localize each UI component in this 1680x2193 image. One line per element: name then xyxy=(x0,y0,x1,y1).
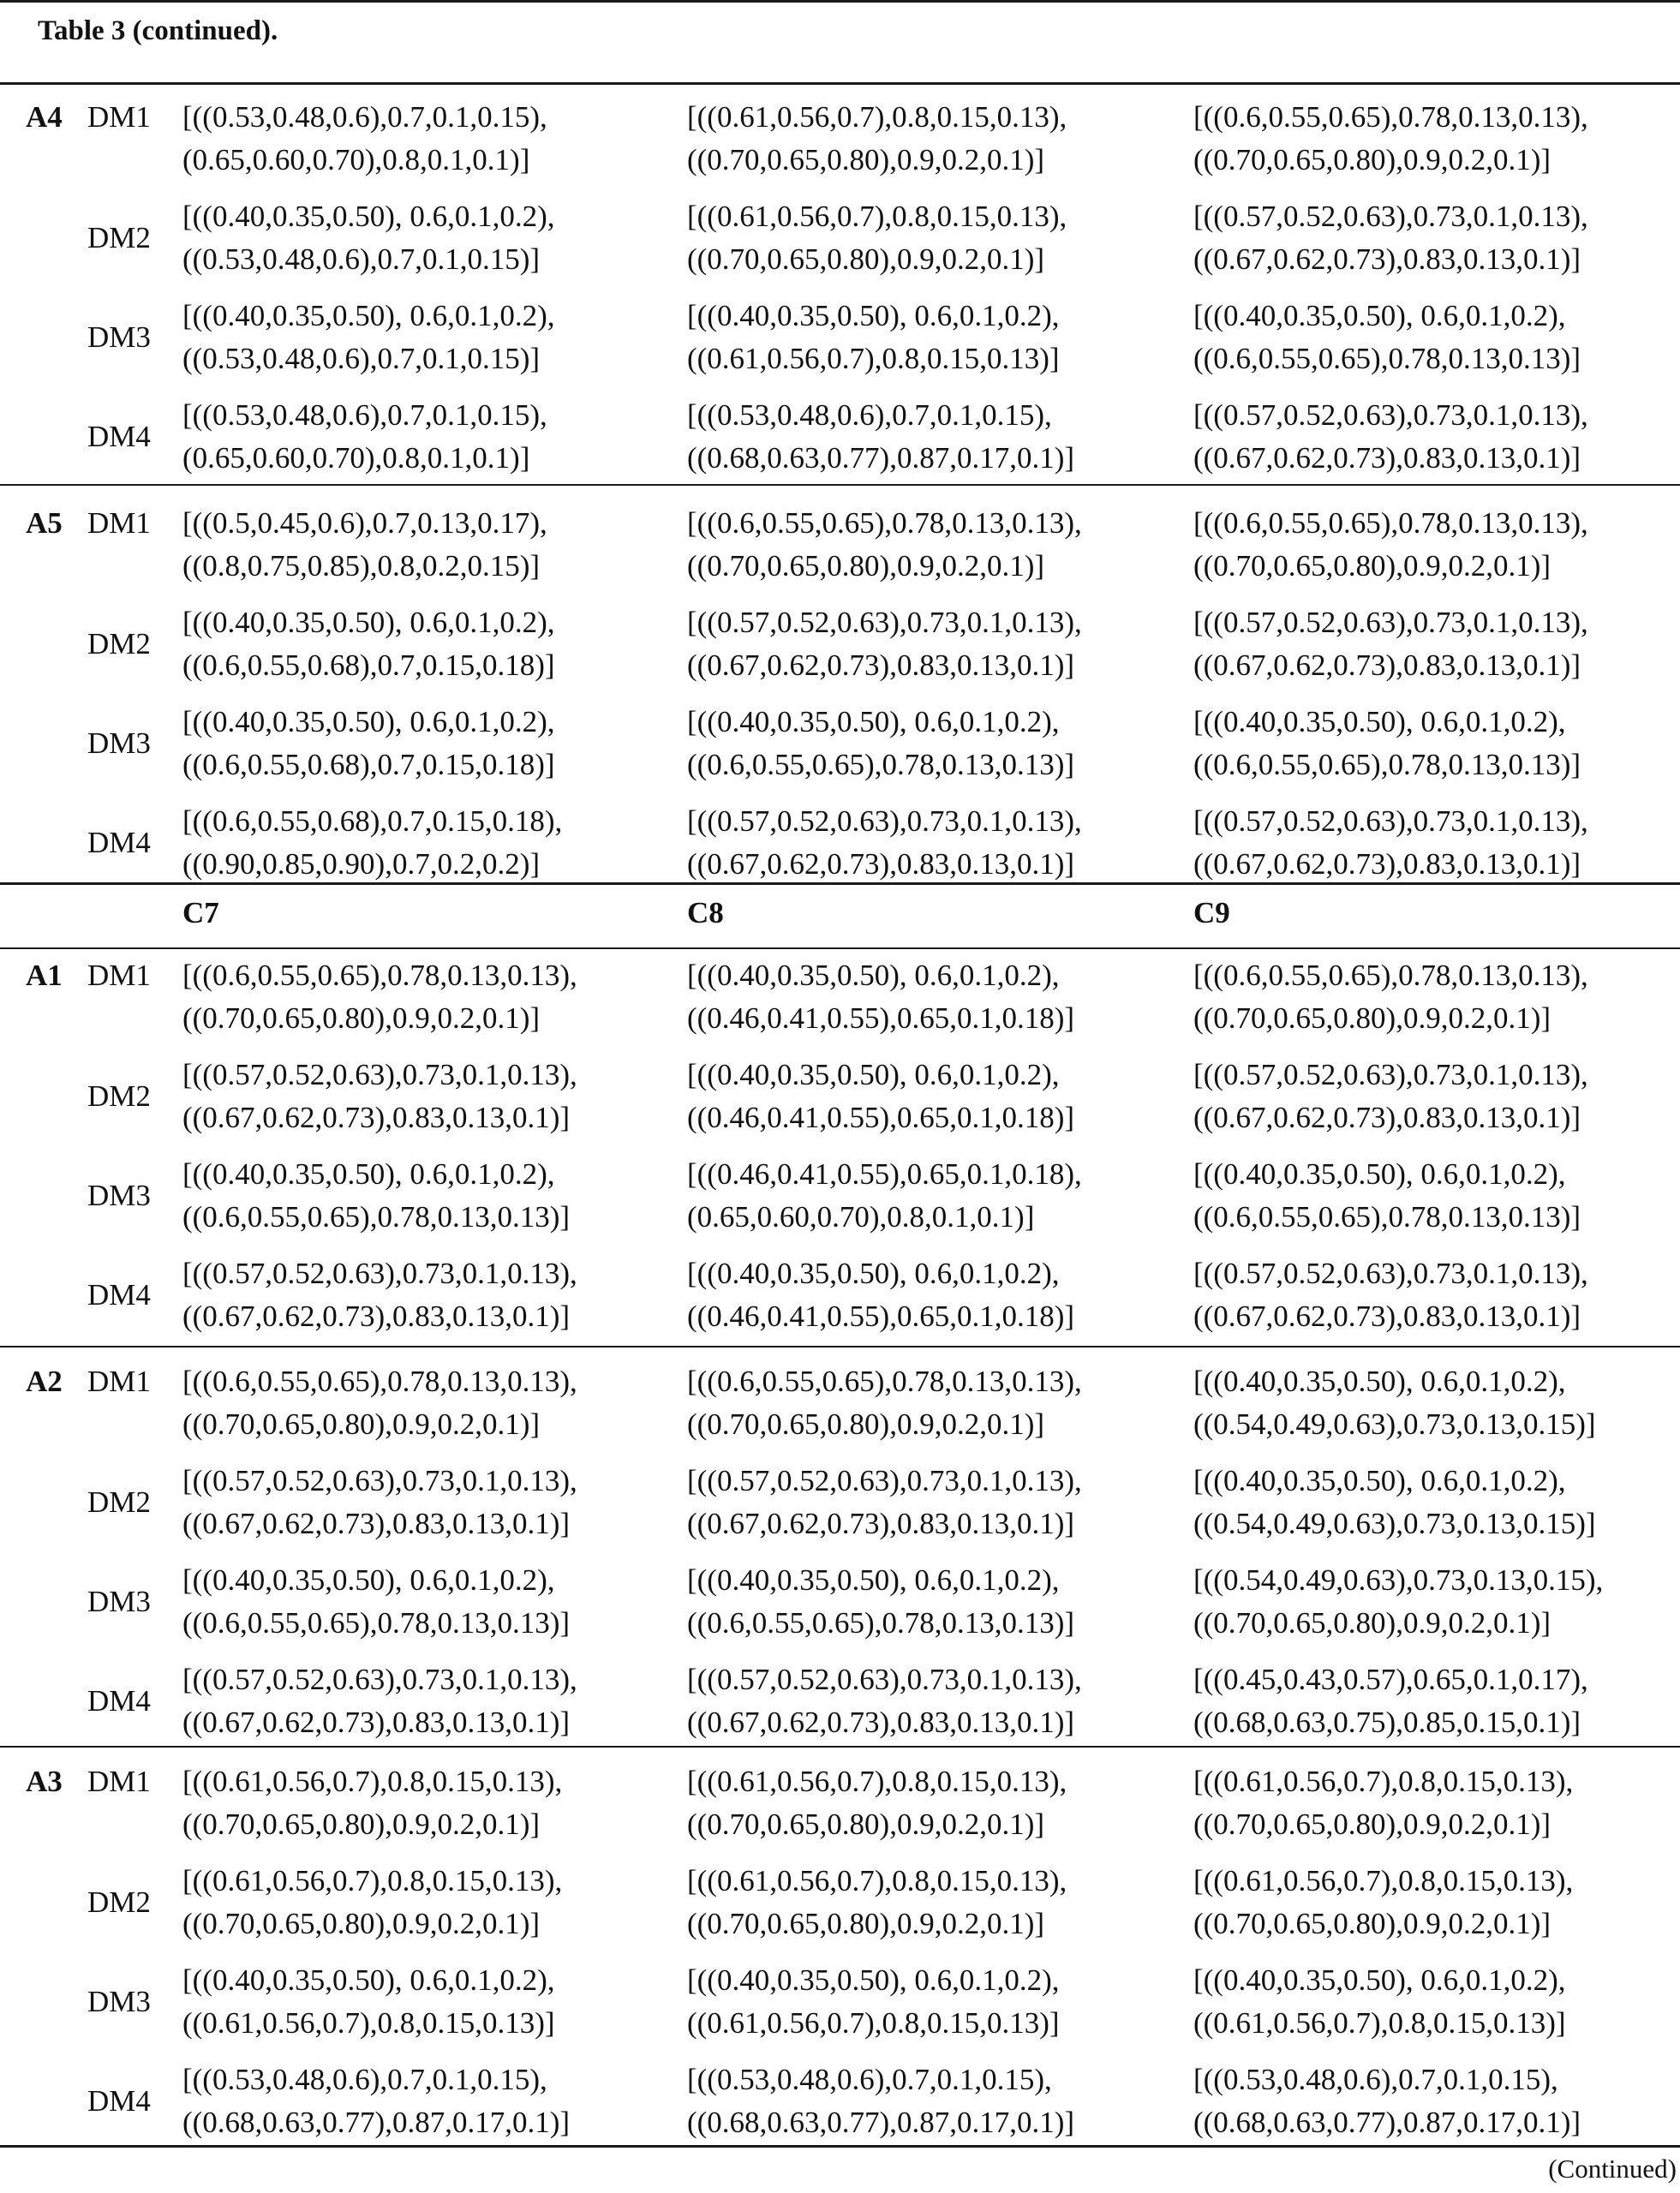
table-cell-line: ((0.6,0.55,0.65),0.78,0.13,0.13)] xyxy=(1193,748,1581,781)
table-cell-line: ((0.6,0.55,0.65),0.78,0.13,0.13)] xyxy=(1193,342,1581,375)
section-rule xyxy=(0,947,1680,949)
decision-maker-label: DM2 xyxy=(87,221,151,254)
table-cell-line: ((0.61,0.56,0.7),0.8,0.15,0.13)] xyxy=(687,342,1060,375)
table-cell-line: [((0.54,0.49,0.63),0.73,0.13,0.15), xyxy=(1193,1563,1604,1597)
decision-maker-label: DM1 xyxy=(87,506,151,540)
table-cell-line: ((0.68,0.63,0.77),0.87,0.17,0.1)] xyxy=(182,2106,571,2139)
table-cell-line: ((0.70,0.65,0.80),0.9,0.2,0.1)] xyxy=(687,1407,1045,1441)
table-cell-line: [((0.53,0.48,0.6),0.7,0.1,0.15), xyxy=(687,2063,1052,2096)
table-cell-line: [((0.53,0.48,0.6),0.7,0.1,0.15), xyxy=(182,100,547,134)
table-cell-line: ((0.70,0.65,0.80),0.9,0.2,0.1)] xyxy=(687,1907,1045,1940)
table-cell-line: [((0.40,0.35,0.50), 0.6,0.1,0.2), xyxy=(687,959,1060,992)
table-cell-line: ((0.67,0.62,0.73),0.83,0.13,0.1)] xyxy=(687,847,1075,881)
bottom-rule xyxy=(0,2145,1680,2148)
table-cell-line: [((0.40,0.35,0.50), 0.6,0.1,0.2), xyxy=(687,299,1060,332)
table-cell-line: ((0.61,0.56,0.7),0.8,0.15,0.13)] xyxy=(687,2006,1060,2040)
table-cell-line: [((0.61,0.56,0.7),0.8,0.15,0.13), xyxy=(687,200,1067,233)
decision-maker-label: DM4 xyxy=(87,420,151,453)
table-cell-line: [((0.40,0.35,0.50), 0.6,0.1,0.2), xyxy=(182,1157,555,1191)
table-cell-line: ((0.6,0.55,0.68),0.7,0.15,0.18)] xyxy=(182,748,555,781)
table-cell-line: [((0.40,0.35,0.50), 0.6,0.1,0.2), xyxy=(687,1257,1060,1290)
table-cell-line: ((0.70,0.65,0.80),0.9,0.2,0.1)] xyxy=(182,1808,541,1841)
table-cell-line: ((0.46,0.41,0.55),0.65,0.1,0.18)] xyxy=(687,1300,1075,1333)
table-cell-line: [((0.6,0.55,0.65),0.78,0.13,0.13), xyxy=(182,1365,577,1398)
table-cell-line: [((0.61,0.56,0.7),0.8,0.15,0.13), xyxy=(687,100,1067,134)
alternative-label: A5 xyxy=(26,506,63,540)
table-cell-line: [((0.40,0.35,0.50), 0.6,0.1,0.2), xyxy=(1193,1963,1566,1997)
table-cell-line: (0.65,0.60,0.70),0.8,0.1,0.1)] xyxy=(182,441,530,475)
continued-note: (Continued) xyxy=(1548,2154,1677,2184)
table-cell-line: ((0.67,0.62,0.73),0.83,0.13,0.1)] xyxy=(1193,1101,1581,1134)
table-cell-line: ((0.70,0.65,0.80),0.9,0.2,0.1)] xyxy=(1193,1808,1551,1841)
table-cell-line: ((0.46,0.41,0.55),0.65,0.1,0.18)] xyxy=(687,1001,1075,1035)
section-rule xyxy=(0,1346,1680,1347)
table-cell-line: ((0.67,0.62,0.73),0.83,0.13,0.1)] xyxy=(1193,1300,1581,1333)
table-cell-line: ((0.67,0.62,0.73),0.83,0.13,0.1)] xyxy=(1193,441,1581,475)
table-cell-line: ((0.6,0.55,0.65),0.78,0.13,0.13)] xyxy=(687,748,1075,781)
table-cell-line: [((0.61,0.56,0.7),0.8,0.15,0.13), xyxy=(687,1765,1067,1798)
decision-maker-label: DM1 xyxy=(87,100,151,134)
table-cell-line: [((0.57,0.52,0.63),0.73,0.1,0.13), xyxy=(1193,200,1588,233)
column-header: C7 xyxy=(182,896,219,929)
table-cell-line: [((0.46,0.41,0.55),0.65,0.1,0.18), xyxy=(687,1157,1082,1191)
table-cell-line: ((0.67,0.62,0.73),0.83,0.13,0.1)] xyxy=(182,1101,571,1134)
table-cell-line: [((0.40,0.35,0.50), 0.6,0.1,0.2), xyxy=(687,1963,1060,1997)
table-cell-line: ((0.53,0.48,0.6),0.7,0.1,0.15)] xyxy=(182,342,541,375)
table-cell-line: [((0.57,0.52,0.63),0.73,0.1,0.13), xyxy=(1193,606,1588,639)
section-rule xyxy=(0,484,1680,486)
table-cell-line: [((0.57,0.52,0.63),0.73,0.1,0.13), xyxy=(687,1663,1082,1696)
table-cell-line: ((0.90,0.85,0.90),0.7,0.2,0.2)] xyxy=(182,847,541,881)
table-cell-line: ((0.67,0.62,0.73),0.83,0.13,0.1)] xyxy=(182,1507,571,1540)
decision-maker-label: DM2 xyxy=(87,1079,151,1113)
decision-maker-label: DM4 xyxy=(87,826,151,859)
table-cell-line: [((0.53,0.48,0.6),0.7,0.1,0.15), xyxy=(687,398,1052,432)
table-cell-line: [((0.40,0.35,0.50), 0.6,0.1,0.2), xyxy=(182,705,555,738)
table-cell-line: ((0.68,0.63,0.77),0.87,0.17,0.1)] xyxy=(687,2106,1075,2139)
decision-maker-label: DM3 xyxy=(87,1585,151,1618)
decision-maker-label: DM2 xyxy=(87,627,151,660)
table-cell-line: [((0.53,0.48,0.6),0.7,0.1,0.15), xyxy=(1193,2063,1558,2096)
table-cell-line: [((0.57,0.52,0.63),0.73,0.1,0.13), xyxy=(182,1663,577,1696)
table-cell-line: ((0.70,0.65,0.80),0.9,0.2,0.1)] xyxy=(1193,1606,1551,1640)
table-cell-line: [((0.61,0.56,0.7),0.8,0.15,0.13), xyxy=(182,1765,563,1798)
table-cell-line: ((0.68,0.63,0.75),0.85,0.15,0.1)] xyxy=(1193,1706,1581,1739)
table-cell-line: ((0.67,0.62,0.73),0.83,0.13,0.1)] xyxy=(182,1706,571,1739)
alternative-label: A1 xyxy=(26,959,63,992)
table-cell-line: [((0.6,0.55,0.68),0.7,0.15,0.18), xyxy=(182,804,563,838)
table-cell-line: [((0.57,0.52,0.63),0.73,0.1,0.13), xyxy=(182,1464,577,1497)
table-cell-line: [((0.6,0.55,0.65),0.78,0.13,0.13), xyxy=(1193,100,1588,134)
table-cell-line: [((0.61,0.56,0.7),0.8,0.15,0.13), xyxy=(1193,1765,1574,1798)
table-cell-line: ((0.8,0.75,0.85),0.8,0.2,0.15)] xyxy=(182,549,541,583)
table-cell-line: ((0.67,0.62,0.73),0.83,0.13,0.1)] xyxy=(687,648,1075,682)
table-cell-line: [((0.6,0.55,0.65),0.78,0.13,0.13), xyxy=(1193,506,1588,540)
table-cell-line: ((0.53,0.48,0.6),0.7,0.1,0.15)] xyxy=(182,242,541,276)
table-cell-line: (0.65,0.60,0.70),0.8,0.1,0.1)] xyxy=(182,143,530,176)
table-cell-line: [((0.45,0.43,0.57),0.65,0.1,0.17), xyxy=(1193,1663,1588,1696)
table-cell-line: [((0.6,0.55,0.65),0.78,0.13,0.13), xyxy=(687,506,1082,540)
section-rule xyxy=(0,1746,1680,1748)
table-cell-line: ((0.54,0.49,0.63),0.73,0.13,0.15)] xyxy=(1193,1507,1596,1540)
table-cell-line: [((0.53,0.48,0.6),0.7,0.1,0.15), xyxy=(182,398,547,432)
table-cell-line: ((0.67,0.62,0.73),0.83,0.13,0.1)] xyxy=(1193,242,1581,276)
table-cell-line: [((0.40,0.35,0.50), 0.6,0.1,0.2), xyxy=(1193,705,1566,738)
top-rule xyxy=(0,0,1680,3)
table-cell-line: ((0.67,0.62,0.73),0.83,0.13,0.1)] xyxy=(182,1300,571,1333)
table-cell-line: ((0.67,0.62,0.73),0.83,0.13,0.1)] xyxy=(687,1507,1075,1540)
decision-maker-label: DM4 xyxy=(87,1684,151,1718)
table-cell-line: ((0.6,0.55,0.65),0.78,0.13,0.13)] xyxy=(182,1200,571,1234)
decision-maker-label: DM2 xyxy=(87,1885,151,1919)
table-cell-line: ((0.70,0.65,0.80),0.9,0.2,0.1)] xyxy=(182,1907,541,1940)
table-cell-line: ((0.67,0.62,0.73),0.83,0.13,0.1)] xyxy=(1193,847,1581,881)
table-cell-line: [((0.53,0.48,0.6),0.7,0.1,0.15), xyxy=(182,2063,547,2096)
table-cell-line: [((0.57,0.52,0.63),0.73,0.1,0.13), xyxy=(182,1257,577,1290)
table-cell-line: ((0.70,0.65,0.80),0.9,0.2,0.1)] xyxy=(687,549,1045,583)
table-cell-line: ((0.6,0.55,0.65),0.78,0.13,0.13)] xyxy=(687,1606,1075,1640)
caption-rule xyxy=(0,82,1680,85)
table-cell-line: [((0.5,0.45,0.6),0.7,0.13,0.17), xyxy=(182,506,547,540)
table-cell-line: [((0.40,0.35,0.50), 0.6,0.1,0.2), xyxy=(182,1963,555,1997)
table-cell-line: ((0.70,0.65,0.80),0.9,0.2,0.1)] xyxy=(182,1001,541,1035)
table-cell-line: [((0.40,0.35,0.50), 0.6,0.1,0.2), xyxy=(1193,299,1566,332)
table-cell-line: [((0.57,0.52,0.63),0.73,0.1,0.13), xyxy=(1193,398,1588,432)
table-cell-line: ((0.54,0.49,0.63),0.73,0.13,0.15)] xyxy=(1193,1407,1596,1441)
table-cell-line: [((0.40,0.35,0.50), 0.6,0.1,0.2), xyxy=(687,1563,1060,1597)
table-cell-line: [((0.40,0.35,0.50), 0.6,0.1,0.2), xyxy=(182,1563,555,1597)
decision-maker-label: DM3 xyxy=(87,1985,151,2018)
column-header: C9 xyxy=(1193,896,1230,929)
table-cell-line: [((0.6,0.55,0.65),0.78,0.13,0.13), xyxy=(687,1365,1082,1398)
table-cell-line: ((0.70,0.65,0.80),0.9,0.2,0.1)] xyxy=(182,1407,541,1441)
table-cell-line: [((0.6,0.55,0.65),0.78,0.13,0.13), xyxy=(182,959,577,992)
table-cell-line: [((0.40,0.35,0.50), 0.6,0.1,0.2), xyxy=(687,1058,1060,1091)
table-cell-line: [((0.57,0.52,0.63),0.73,0.1,0.13), xyxy=(1193,804,1588,838)
table-cell-line: (0.65,0.60,0.70),0.8,0.1,0.1)] xyxy=(687,1200,1035,1234)
table-cell-line: ((0.70,0.65,0.80),0.9,0.2,0.1)] xyxy=(687,143,1045,176)
table-cell-line: [((0.57,0.52,0.63),0.73,0.1,0.13), xyxy=(1193,1257,1588,1290)
table-cell-line: [((0.57,0.52,0.63),0.73,0.1,0.13), xyxy=(687,1464,1082,1497)
table-cell-line: ((0.70,0.65,0.80),0.9,0.2,0.1)] xyxy=(1193,549,1551,583)
decision-maker-label: DM4 xyxy=(87,2084,151,2118)
table-cell-line: [((0.57,0.52,0.63),0.73,0.1,0.13), xyxy=(687,606,1082,639)
table-cell-line: ((0.6,0.55,0.68),0.7,0.15,0.18)] xyxy=(182,648,555,682)
decision-maker-label: DM3 xyxy=(87,320,151,354)
table-cell-line: ((0.6,0.55,0.65),0.78,0.13,0.13)] xyxy=(182,1606,571,1640)
table-cell-line: [((0.40,0.35,0.50), 0.6,0.1,0.2), xyxy=(182,606,555,639)
alternative-label: A2 xyxy=(26,1365,63,1398)
table-cell-line: [((0.57,0.52,0.63),0.73,0.1,0.13), xyxy=(1193,1058,1588,1091)
table-cell-line: ((0.70,0.65,0.80),0.9,0.2,0.1)] xyxy=(1193,1001,1551,1035)
decision-maker-label: DM2 xyxy=(87,1485,151,1519)
table-cell-line: ((0.61,0.56,0.7),0.8,0.15,0.13)] xyxy=(1193,2006,1566,2040)
decision-maker-label: DM1 xyxy=(87,1765,151,1798)
table-cell-line: ((0.6,0.55,0.65),0.78,0.13,0.13)] xyxy=(1193,1200,1581,1234)
table-cell-line: [((0.40,0.35,0.50), 0.6,0.1,0.2), xyxy=(1193,1365,1566,1398)
table-cell-line: ((0.67,0.62,0.73),0.83,0.13,0.1)] xyxy=(1193,648,1581,682)
table-cell-line: ((0.70,0.65,0.80),0.9,0.2,0.1)] xyxy=(687,1808,1045,1841)
column-header: C8 xyxy=(687,896,724,929)
table-cell-line: [((0.40,0.35,0.50), 0.6,0.1,0.2), xyxy=(1193,1157,1566,1191)
decision-maker-label: DM3 xyxy=(87,1179,151,1212)
table-cell-line: ((0.70,0.65,0.80),0.9,0.2,0.1)] xyxy=(1193,1907,1551,1940)
table-cell-line: [((0.40,0.35,0.50), 0.6,0.1,0.2), xyxy=(687,705,1060,738)
table-cell-line: [((0.61,0.56,0.7),0.8,0.15,0.13), xyxy=(182,1864,563,1897)
table-cell-line: ((0.68,0.63,0.77),0.87,0.17,0.1)] xyxy=(687,441,1075,475)
table-cell-line: [((0.61,0.56,0.7),0.8,0.15,0.13), xyxy=(687,1864,1067,1897)
table-cell-line: ((0.67,0.62,0.73),0.83,0.13,0.1)] xyxy=(687,1706,1075,1739)
decision-maker-label: DM4 xyxy=(87,1278,151,1312)
table-cell-line: [((0.57,0.52,0.63),0.73,0.1,0.13), xyxy=(182,1058,577,1091)
decision-maker-label: DM3 xyxy=(87,726,151,760)
table-cell-line: ((0.70,0.65,0.80),0.9,0.2,0.1)] xyxy=(687,242,1045,276)
table-cell-line: ((0.61,0.56,0.7),0.8,0.15,0.13)] xyxy=(182,2006,555,2040)
table-cell-line: [((0.40,0.35,0.50), 0.6,0.1,0.2), xyxy=(1193,1464,1566,1497)
decision-maker-label: DM1 xyxy=(87,1365,151,1398)
table-cell-line: ((0.68,0.63,0.77),0.87,0.17,0.1)] xyxy=(1193,2106,1581,2139)
table-cell-line: [((0.6,0.55,0.65),0.78,0.13,0.13), xyxy=(1193,959,1588,992)
table-cell-line: ((0.70,0.65,0.80),0.9,0.2,0.1)] xyxy=(1193,143,1551,176)
table-cell-line: ((0.46,0.41,0.55),0.65,0.1,0.18)] xyxy=(687,1101,1075,1134)
decision-maker-label: DM1 xyxy=(87,959,151,992)
table-cell-line: [((0.40,0.35,0.50), 0.6,0.1,0.2), xyxy=(182,299,555,332)
table-cell-line: [((0.57,0.52,0.63),0.73,0.1,0.13), xyxy=(687,804,1082,838)
table-cell-line: [((0.40,0.35,0.50), 0.6,0.1,0.2), xyxy=(182,200,555,233)
alternative-label: A3 xyxy=(26,1765,63,1798)
alternative-label: A4 xyxy=(26,100,63,134)
table-cell-line: [((0.61,0.56,0.7),0.8,0.15,0.13), xyxy=(1193,1864,1574,1897)
table-caption: Table 3 (continued). xyxy=(38,15,278,46)
